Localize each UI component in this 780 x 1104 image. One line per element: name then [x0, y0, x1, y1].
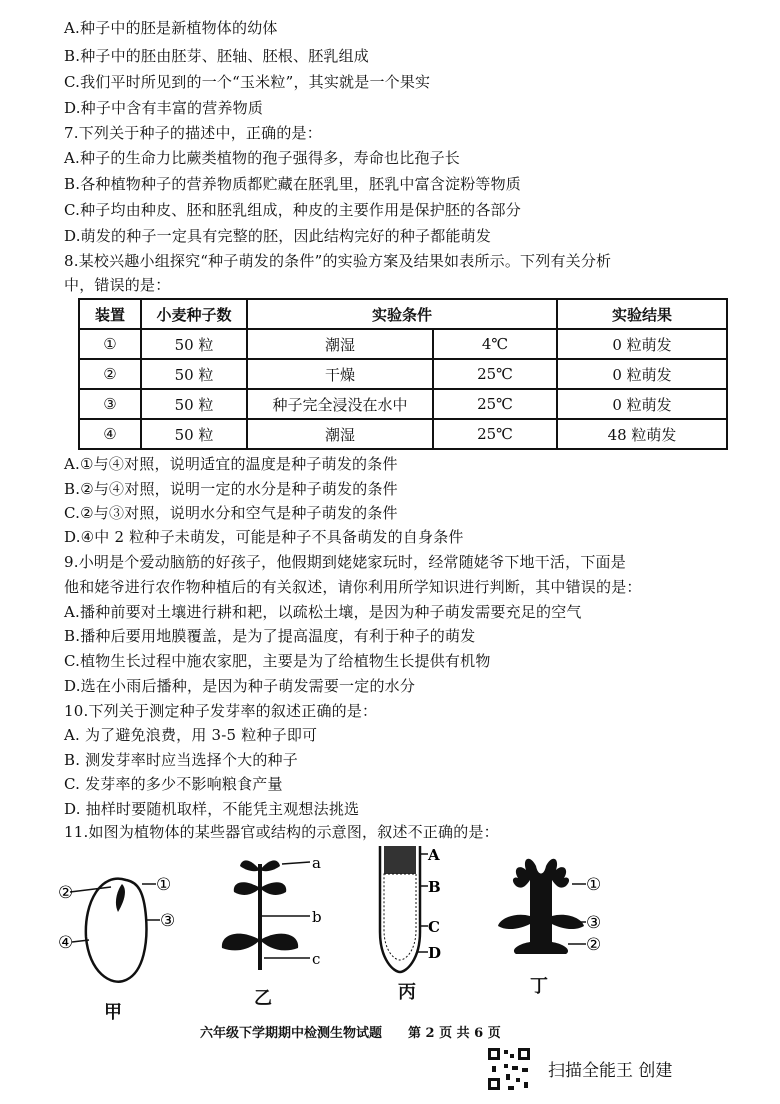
q10-option-c: C. 发芽率的多少不影响粮食产量: [64, 775, 283, 793]
cell: 25℃: [433, 419, 557, 449]
q11-stem: 11.如图为植物体的某些器官或结构的示意图，叙述不正确的是：: [64, 823, 499, 841]
header-seed-count: 小麦种子数: [141, 299, 247, 329]
table-row: [79, 329, 727, 359]
seedling-mark-b: b: [312, 908, 322, 926]
q9-stem-cont: 他和姥爷进行农作物种植后的有关叙述，请你利用所学知识进行判断，其中错误的是：: [64, 578, 642, 596]
q10-stem: 10.下列关于测定种子发芽率的叙述正确的是：: [64, 702, 378, 720]
header-device: 装置: [79, 299, 141, 329]
root-mark-d: D: [428, 944, 442, 962]
bud-mark-2: ②: [586, 935, 602, 955]
header-conditions: 实验条件: [247, 299, 557, 329]
cell: ①: [79, 329, 141, 359]
q8-option-c: C.②与③对照，说明水分和空气是种子萌发的条件: [64, 504, 398, 522]
q9-option-c: C.植物生长过程中施农家肥，主要是为了给植物生长提供有机物: [64, 652, 491, 670]
figure-label-jia: 甲: [104, 1002, 122, 1023]
seed-mark-1: ①: [156, 875, 172, 895]
figure-seed-diagram: [56, 862, 196, 992]
q9-option-d: D.选在小雨后播种，是因为种子萌发需要一定的水分: [64, 677, 416, 695]
figure-seedling-diagram: [212, 850, 332, 980]
scanner-watermark: 扫描全能王 创建: [548, 1061, 673, 1081]
cell: 50 粒: [141, 329, 247, 359]
cell: 0 粒萌发: [557, 389, 727, 419]
bud-mark-3: ③: [586, 913, 602, 933]
table-row: [79, 389, 727, 419]
seedling-mark-c: c: [312, 950, 321, 968]
q9-option-a: A.播种前要对土壤进行耕和耙，以疏松土壤，是因为种子萌发需要充足的空气: [64, 603, 582, 621]
page-footer: 六年级下学期期中检测生物试题 第 2 页 共 6 页: [200, 1026, 501, 1041]
cell: 0 粒萌发: [557, 359, 727, 389]
seed-mark-4: ④: [58, 933, 74, 953]
figure-label-bing: 丙: [398, 982, 416, 1003]
cell: 50 粒: [141, 359, 247, 389]
q9-option-b: B.播种后要用地膜覆盖，是为了提高温度，有利于种子的萌发: [64, 627, 476, 645]
cell: 50 粒: [141, 419, 247, 449]
seedling-mark-a: a: [312, 854, 321, 872]
q10-option-d: D. 抽样时要随机取样，不能凭主观想法挑选: [64, 800, 360, 818]
q10-option-b: B. 测发芽率时应当选择个大的种子: [64, 751, 298, 769]
cell: ③: [79, 389, 141, 419]
cell: 种子完全浸没在水中: [247, 389, 433, 419]
cell: 干燥: [247, 359, 433, 389]
q7-option-b: B.各种植物种子的营养物质都贮藏在胚乳里，胚乳中富含淀粉等物质: [64, 175, 521, 193]
q6-option-b: B.种子中的胚由胚芽、胚轴、胚根、胚乳组成: [64, 47, 369, 65]
q8-option-b: B.②与④对照，说明一定的水分是种子萌发的条件: [64, 480, 398, 498]
root-mark-b: B: [428, 878, 441, 896]
q8-stem: 8.某校兴趣小组探究“种子萌发的条件”的实验方案及结果如表所示。下列有关分析: [64, 252, 612, 270]
table-row: [79, 359, 727, 389]
figure-root-tip-diagram: [360, 840, 460, 980]
table-row: [79, 419, 727, 449]
cell: 潮湿: [247, 419, 433, 449]
q6-option-d: D.种子中含有丰富的营养物质: [64, 99, 264, 117]
cell: 25℃: [433, 359, 557, 389]
q9-stem: 9.小明是个爱动脑筋的好孩子，他假期到姥姥家玩时，经常随姥爷下地干活，下面是: [64, 553, 626, 571]
q7-option-d: D.萌发的种子一定具有完整的胚，因此结构完好的种子都能萌发: [64, 227, 492, 245]
qr-code-icon: [486, 1046, 532, 1092]
q7-option-c: C.种子均由种皮、胚和胚乳组成，种皮的主要作用是保护胚的各部分: [64, 201, 521, 219]
table-header-row: [79, 299, 727, 329]
root-mark-a: A: [428, 846, 440, 864]
cell: 4℃: [433, 329, 557, 359]
figure-label-ding: 丁: [530, 976, 548, 997]
cell: 48 粒萌发: [557, 419, 727, 449]
figure-bud-diagram: [486, 846, 626, 966]
q7-option-a: A.种子的生命力比蕨类植物的孢子强得多，寿命也比孢子长: [64, 149, 461, 167]
q6-option-a: A.种子中的胚是新植物体的幼体: [64, 19, 278, 37]
q8-option-d: D.④中 2 粒种子未萌发，可能是种子不具备萌发的自身条件: [64, 528, 464, 546]
cell: 50 粒: [141, 389, 247, 419]
q6-option-c: C.我们平时所见到的一个“玉米粒”，其实就是一个果实: [64, 73, 431, 91]
experiment-table: [78, 298, 728, 450]
cell: 潮湿: [247, 329, 433, 359]
figure-label-yi: 乙: [254, 988, 272, 1009]
header-results: 实验结果: [557, 299, 727, 329]
q7-stem: 7.下列关于种子的描述中，正确的是：: [64, 124, 322, 142]
cell: 0 粒萌发: [557, 329, 727, 359]
seed-mark-3: ③: [160, 911, 176, 931]
cell: ②: [79, 359, 141, 389]
q8-option-a: A.①与④对照，说明适宜的温度是种子萌发的条件: [64, 455, 398, 473]
root-mark-c: C: [428, 918, 440, 936]
seed-mark-2: ②: [58, 883, 74, 903]
q10-option-a: A. 为了避免浪费，用 3-5 粒种子即可: [64, 726, 318, 744]
bud-mark-1: ①: [586, 875, 602, 895]
cell: ④: [79, 419, 141, 449]
cell: 25℃: [433, 389, 557, 419]
q8-stem-cont: 中，错误的是：: [64, 276, 171, 294]
